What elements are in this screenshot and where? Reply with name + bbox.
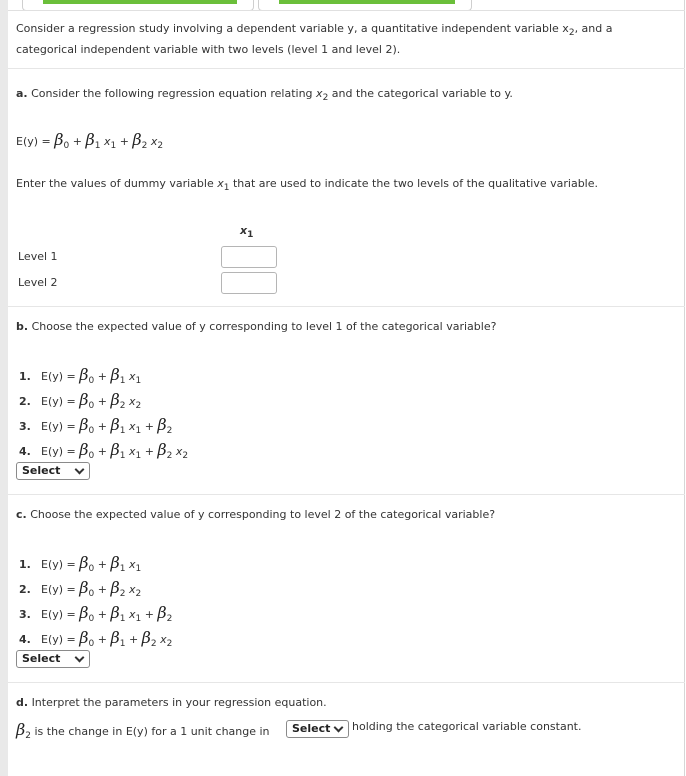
part-c-select[interactable]: Select bbox=[16, 650, 90, 668]
right-border bbox=[684, 0, 685, 776]
intro-text: Consider a regression study involving a dependent variable y, a quantitative independent variable $x_2$, and a categorical independent variable with two levels (level 1 and level 2). bbox=[16, 22, 613, 56]
part-a-prompt: a. Consider the following regression equation relating $x_2$ and the categorical variable to y. bbox=[16, 87, 513, 103]
option-4: 4. $E(y) = \beta_0 + \beta_1 + \beta_2$ $x_2$ bbox=[19, 628, 173, 649]
divider bbox=[8, 68, 685, 69]
level-1-x1-input[interactable] bbox=[221, 246, 277, 268]
row-label-level-2: Level 2 bbox=[18, 276, 58, 289]
chevron-down-icon bbox=[75, 465, 85, 475]
left-gutter bbox=[0, 0, 8, 776]
part-b-prompt: b. Choose the expected value of y corresponding to level 1 of the categorical variable? bbox=[16, 320, 497, 333]
part-d-sentence-end: holding the categorical variable constant. bbox=[352, 720, 582, 733]
option-1: 1. $E(y) = \beta_0 + \beta_1$ $x_1$ bbox=[19, 553, 142, 574]
option-3: 3. $E(y) = \beta_0 + \beta_1$ $x_1 + \beta_2$ bbox=[19, 603, 173, 624]
chevron-down-icon bbox=[334, 723, 344, 733]
option-3: 3. $E(y) = \beta_0 + \beta_1$ $x_1 + \beta_2$ bbox=[19, 415, 173, 436]
divider bbox=[8, 494, 685, 495]
chevron-down-icon bbox=[75, 653, 85, 663]
regression-equation: $E(y) = \beta_0 + \beta_1$ $x_1 + \beta_2$ $x_2$ bbox=[16, 130, 164, 151]
part-b-select[interactable]: Select bbox=[16, 462, 90, 480]
part-d-sentence: $\beta_2$ is the change in E(y) for a 1 unit change in bbox=[16, 720, 270, 741]
top-divider bbox=[8, 10, 685, 11]
level-2-x1-input[interactable] bbox=[221, 272, 277, 294]
row-label-level-1: Level 1 bbox=[18, 250, 58, 263]
part-c-prompt: c. Choose the expected value of y corresponding to level 2 of the categorical variable? bbox=[16, 508, 496, 521]
column-header-x1: $x_1$ bbox=[240, 224, 254, 240]
divider bbox=[8, 682, 685, 683]
divider bbox=[8, 306, 685, 307]
option-4: 4. $E(y) = \beta_0 + \beta_1$ $x_1 + \beta_2$ $x_2$ bbox=[19, 440, 189, 461]
part-d-select[interactable]: Select bbox=[286, 720, 349, 738]
option-2: 2. $E(y) = \beta_0 + \beta_2$ $x_2$ bbox=[19, 578, 142, 599]
part-d-prompt: d. Interpret the parameters in your regression equation. bbox=[16, 696, 327, 709]
dummy-instruction: Enter the values of dummy variable $x_1$ that are used to indicate the two levels of the qualitative variable. bbox=[16, 177, 599, 193]
option-2: 2. $E(y) = \beta_0 + \beta_2$ $x_2$ bbox=[19, 390, 142, 411]
option-1: 1. $E(y) = \beta_0 + \beta_1$ $x_1$ bbox=[19, 365, 142, 386]
